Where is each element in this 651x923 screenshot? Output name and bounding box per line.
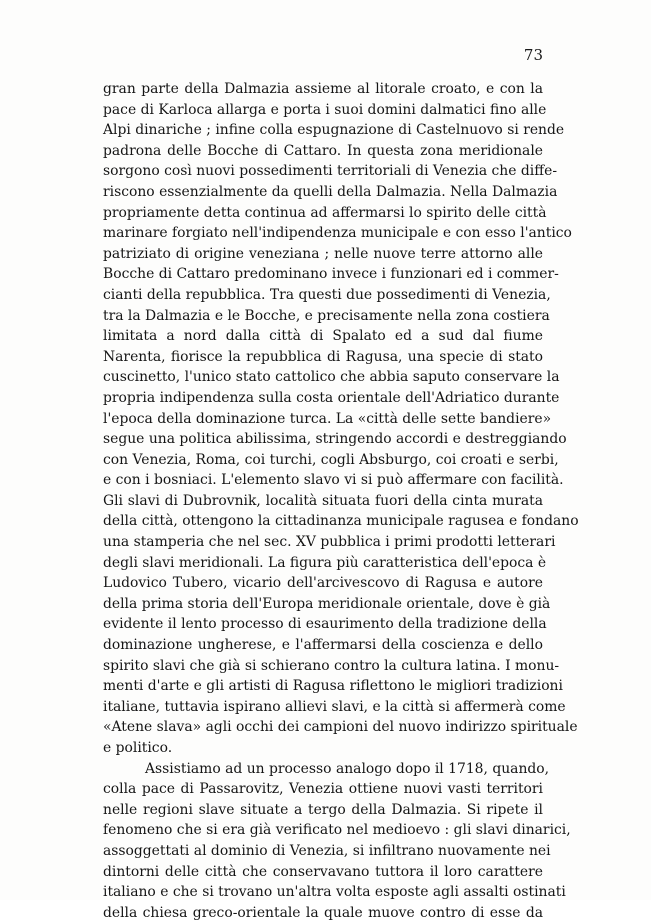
text-line: l'epoca della dominazione turca. La «città delle sette bandiere» [103,410,552,427]
text-line: «Atene slava» agli occhi dei campioni del nuovo indirizzo spirituale [103,719,578,736]
text-line: padrona delle Bocche di Cattaro. In questa zona meridionale [103,142,543,159]
text-line: della città, ottengono la cittadinanza municipale ragusea e fondano [103,513,579,530]
text-line: Ludovico Tubero, vicario dell'arcivescovo di Ragusa e autore [103,575,543,592]
text-line: Alpi dinariche ; infine colla espugnazione di Castelnuovo si rende [103,122,565,139]
text-line: menti d'arte e gli artisti di Ragusa riflettono le migliori tradizioni [103,678,563,695]
text-line: degli slavi meridionali. La figura più caratteristica dell'epoca è [103,554,547,571]
text-line: della prima storia dell'Europa meridionale orientale, dove è già [103,595,551,612]
text-line: propria indipendenza sulla costa orientale dell'Adriatico durante [103,389,560,406]
text-line: riscono essenzialmente da quelli della Dalmazia. Nella Dalmazia [103,183,558,200]
text-line: cianti della repubblica. Tra questi due possedimenti di Venezia, [103,286,551,303]
text-line: sorgono così nuovi possedimenti territoriali di Venezia che diffe- [103,163,558,180]
text-line: dintorni delle città che conservavano tuttora il loro carattere [103,863,543,880]
text-line: italiane, tuttavia ispirano allievi slavi, e la città si affermerà come [103,698,566,715]
text-line: limitata a nord dalla città di Spalato ed a sud dal fiume [103,328,543,345]
paragraph-start-line: Assistiamo ad un processo analogo dopo il 1718, quando, [145,760,550,777]
page-number: 73 [523,46,543,64]
text-line: Gli slavi di Dubrovnik, località situata fuori della cinta murata [103,492,543,509]
text-line: marinare forgiato nell'indipendenza municipale e con esso l'antico [103,225,572,242]
text-line: segue una politica abilissima, stringendo accordi e destreggiando [103,431,567,448]
text-line: fenomeno che si era già verificato nel medioevo : gli slavi dinarici, [103,822,571,839]
body-text [103,79,579,923]
text-line: propriamente detta continua ad affermarsi lo spirito delle città [103,204,547,221]
text-line: colla pace di Passarovitz, Venezia ottiene nuovi vasti territori [103,781,543,798]
text-line: italiano e che si trovano un'altra volta esposte agli assalti ostinati [103,884,566,901]
text-line: pace di Karloca allarga e porta i suoi domini dalmatici fino alle [103,101,547,118]
text-line: spirito slavi che già si schierano contro la cultura latina. I monu- [103,657,560,674]
text-line: assoggettati al dominio di Venezia, si infiltrano nuovamente nei [103,842,551,859]
text-line: con Venezia, Roma, coi turchi, cogli Absburgo, coi croati e serbi, [103,451,559,468]
text-line: patriziato di origine veneziana ; nelle nuove terre attorno alle [103,245,543,262]
text-line: dominazione ungherese, e l'affermarsi della coscienza e dello [103,637,543,654]
text-line: gran parte della Dalmazia assieme al litorale croato, e con la [103,81,543,97]
text-line: e con i bosniaci. L'elemento slavo vi si può affermare con facilità. [103,472,564,489]
text-line: Bocche di Cattaro predominano invece i funzionari ed i commer- [103,266,559,283]
text-line: e politico. [103,740,173,756]
text-line: Narenta, fiorisce la repubblica di Ragusa, una specie di stato [103,348,543,365]
text-line: tra la Dalmazia e le Bocche, e precisamente nella zona costiera [103,307,550,324]
text-line: evidente il lento processo di esaurimento della tradizione della [103,616,547,633]
text-line: una stamperia che nel sec. XV pubblica i primi prodotti letterari [103,534,556,551]
text-line: nelle regioni slave situate a tergo della Dalmazia. Si ripete il [103,801,543,818]
text-line: della chiesa greco-orientale la quale muove contro di esse da [103,904,543,921]
text-line: cuscinetto, l'unico stato cattolico che abbia saputo conservare la [103,369,560,386]
